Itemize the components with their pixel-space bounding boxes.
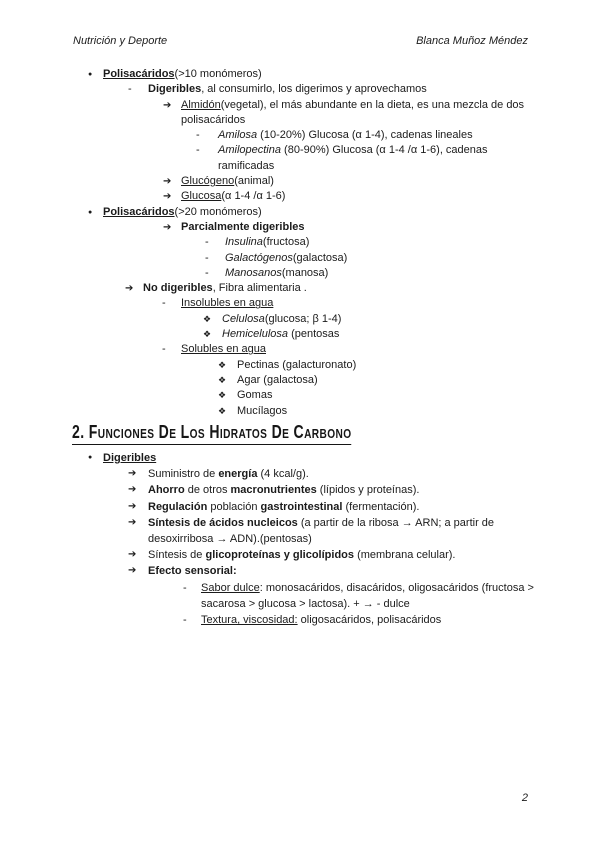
outline-line: [0, 388, 600, 403]
outline-line: [0, 499, 600, 515]
text-segment: (pentosas: [288, 328, 340, 341]
bullet-icon: ●: [88, 71, 93, 78]
arrow-icon: ➔: [163, 176, 172, 188]
text-segment: desoxirribosa → ADN).(pentosas): [148, 533, 312, 546]
text-segment: (4 kcal/g).: [257, 468, 309, 481]
outline-line: [0, 174, 600, 189]
text-segment: (glucosa; β 1-4): [264, 312, 342, 325]
arrow-icon: ➔: [128, 516, 137, 528]
header-course-title: Nutrición y Deporte: [73, 35, 168, 47]
diamond-icon: ❖: [218, 374, 227, 385]
text-segment: No digeribles: [143, 282, 213, 295]
dash-icon: -: [196, 144, 200, 157]
outline-line: [0, 373, 600, 388]
text-segment: (fructosa): [262, 236, 310, 249]
text-segment: (α 1-4 /α 1-6): [221, 190, 286, 203]
text-segment: Mucílagos: [237, 404, 288, 417]
text-segment: (manosa): [281, 266, 329, 279]
outline-line: [0, 143, 600, 174]
dash-icon: -: [183, 581, 187, 594]
page-header: [73, 35, 528, 47]
text-segment: Parcialmente digeribles: [181, 220, 305, 233]
text-segment: Pectinas (galacturonato): [237, 358, 357, 371]
header-author: Blanca Muñoz Méndez: [416, 35, 528, 47]
diamond-icon: ❖: [203, 329, 212, 340]
text-segment: (vegetal), el más abundante en la dieta, es una mezcla de dos: [220, 98, 525, 111]
functions-outline: [0, 450, 600, 628]
dash-icon: -: [205, 251, 209, 264]
outline-line: [0, 515, 600, 547]
outline-line: [0, 98, 600, 129]
polysaccharides-outline: [0, 67, 600, 419]
section-2-heading: 2. Funciones De Los Hidratos De Carbono: [72, 422, 351, 445]
text-segment: gastrointestinal: [260, 500, 343, 513]
outline-line: [0, 220, 600, 235]
text-segment: Ahorro: [148, 484, 185, 497]
text-segment: Suministro de: [148, 468, 219, 481]
outline-line: [0, 580, 600, 612]
text-segment: Agar (galactosa): [237, 373, 318, 386]
dash-icon: -: [162, 297, 166, 310]
text-segment: Insulina: [225, 236, 263, 249]
outline-line: [0, 128, 600, 143]
arrow-icon: ➔: [128, 468, 137, 480]
text-segment: Polisacáridos: [103, 68, 175, 80]
outline-line: [0, 466, 600, 482]
outline-line: [0, 251, 600, 266]
outline-line: [0, 404, 600, 419]
text-segment: población: [207, 500, 261, 513]
bullet-icon: ●: [88, 454, 93, 461]
text-segment: Síntesis de: [148, 549, 206, 562]
bullet-icon: ●: [88, 208, 93, 216]
outline-line: [0, 82, 600, 97]
outline-line: [0, 358, 600, 373]
text-segment: Galactógenos: [225, 251, 293, 264]
text-segment: Síntesis de ácidos nucleicos: [148, 516, 298, 529]
text-segment: Almidón: [181, 98, 221, 111]
text-segment: Amilosa: [218, 129, 258, 142]
arrow-icon: ➔: [128, 500, 137, 512]
dash-icon: -: [196, 129, 200, 142]
text-segment: Textura, viscosidad:: [201, 614, 298, 627]
diamond-icon: ❖: [218, 359, 227, 370]
text-segment: (>10 monómeros): [174, 68, 262, 80]
text-segment: Manosanos: [225, 266, 282, 279]
outline-line: [0, 482, 600, 498]
text-segment: (fermentación).: [342, 500, 420, 513]
text-segment: (>20 monómeros): [174, 205, 262, 218]
text-segment: energía: [218, 468, 258, 481]
text-segment: de otros: [184, 484, 231, 497]
outline-line: [0, 450, 600, 466]
text-segment: Sabor dulce: [201, 581, 260, 594]
text-segment: Regulación: [148, 500, 208, 513]
arrow-icon: ➔: [128, 549, 137, 561]
text-segment: (membrana celular).: [354, 549, 456, 562]
text-segment: Celulosa: [222, 312, 265, 325]
text-segment: glicoproteínas y glicolípidos: [205, 549, 355, 562]
dash-icon: -: [205, 266, 209, 279]
outline-line: [0, 296, 600, 311]
text-segment: : monosacáridos, disacáridos, oligosacáridos (fructosa >: [259, 581, 534, 594]
diamond-icon: ❖: [218, 390, 227, 401]
arrow-icon: ➔: [128, 484, 137, 496]
text-segment: ramificadas: [218, 159, 275, 172]
text-segment: , al consumirlo, los digerimos y aprovechamos: [201, 83, 427, 96]
text-segment: (galactosa): [292, 251, 348, 264]
text-segment: Polisacáridos: [103, 205, 175, 218]
dash-icon: -: [128, 83, 132, 96]
text-segment: Digeribles: [148, 83, 202, 96]
dash-icon: -: [183, 614, 187, 627]
text-segment: Hemicelulosa: [222, 328, 289, 341]
outline-line: [0, 327, 600, 342]
arrow-icon: ➔: [163, 99, 172, 111]
text-segment: sacarosa > glucosa > lactosa). + → - dulce: [201, 597, 410, 610]
text-segment: polisacáridos: [181, 113, 246, 126]
diamond-icon: ❖: [203, 313, 212, 324]
text-segment: Solubles en agua: [181, 343, 267, 356]
text-segment: Efecto sensorial:: [148, 565, 237, 578]
outline-line: [0, 612, 600, 628]
text-segment: Digeribles: [103, 452, 157, 464]
text-segment: Insolubles en agua: [181, 297, 274, 310]
outline-line: [0, 266, 600, 281]
dash-icon: -: [205, 236, 209, 249]
text-segment: oligosacáridos, polisacáridos: [297, 614, 442, 627]
outline-line: [0, 205, 600, 220]
outline-line: [0, 312, 600, 327]
text-segment: (animal): [234, 175, 274, 188]
outline-line: [0, 189, 600, 204]
outline-line: [0, 281, 600, 296]
text-segment: (a partir de la ribosa → ARN; a partir de: [297, 516, 495, 529]
text-segment: Glucógeno: [181, 175, 235, 188]
text-segment: , Fibra alimentaria .: [212, 282, 307, 295]
arrow-icon: ➔: [128, 565, 137, 577]
text-segment: (10-20%) Glucosa (α 1-4), cadenas lineales: [257, 129, 473, 142]
text-segment: (lípidos y proteínas).: [316, 484, 420, 497]
arrow-icon: ➔: [125, 283, 134, 295]
diamond-icon: ❖: [218, 405, 227, 416]
arrow-icon: ➔: [163, 221, 172, 233]
outline-line: [0, 235, 600, 250]
text-segment: Glucosa: [181, 190, 222, 203]
outline-line: [0, 342, 600, 357]
text-segment: Gomas: [237, 389, 273, 402]
outline-line: [0, 563, 600, 579]
dash-icon: -: [162, 343, 166, 356]
outline-line: [0, 67, 600, 82]
text-segment: Amilopectina: [218, 144, 281, 157]
text-segment: (80-90%) Glucosa (α 1-4 /α 1-6), cadenas: [280, 144, 488, 157]
page-number: 2: [521, 792, 528, 804]
arrow-icon: ➔: [163, 191, 172, 203]
outline-line: [0, 547, 600, 563]
text-segment: macronutrientes: [230, 484, 317, 497]
